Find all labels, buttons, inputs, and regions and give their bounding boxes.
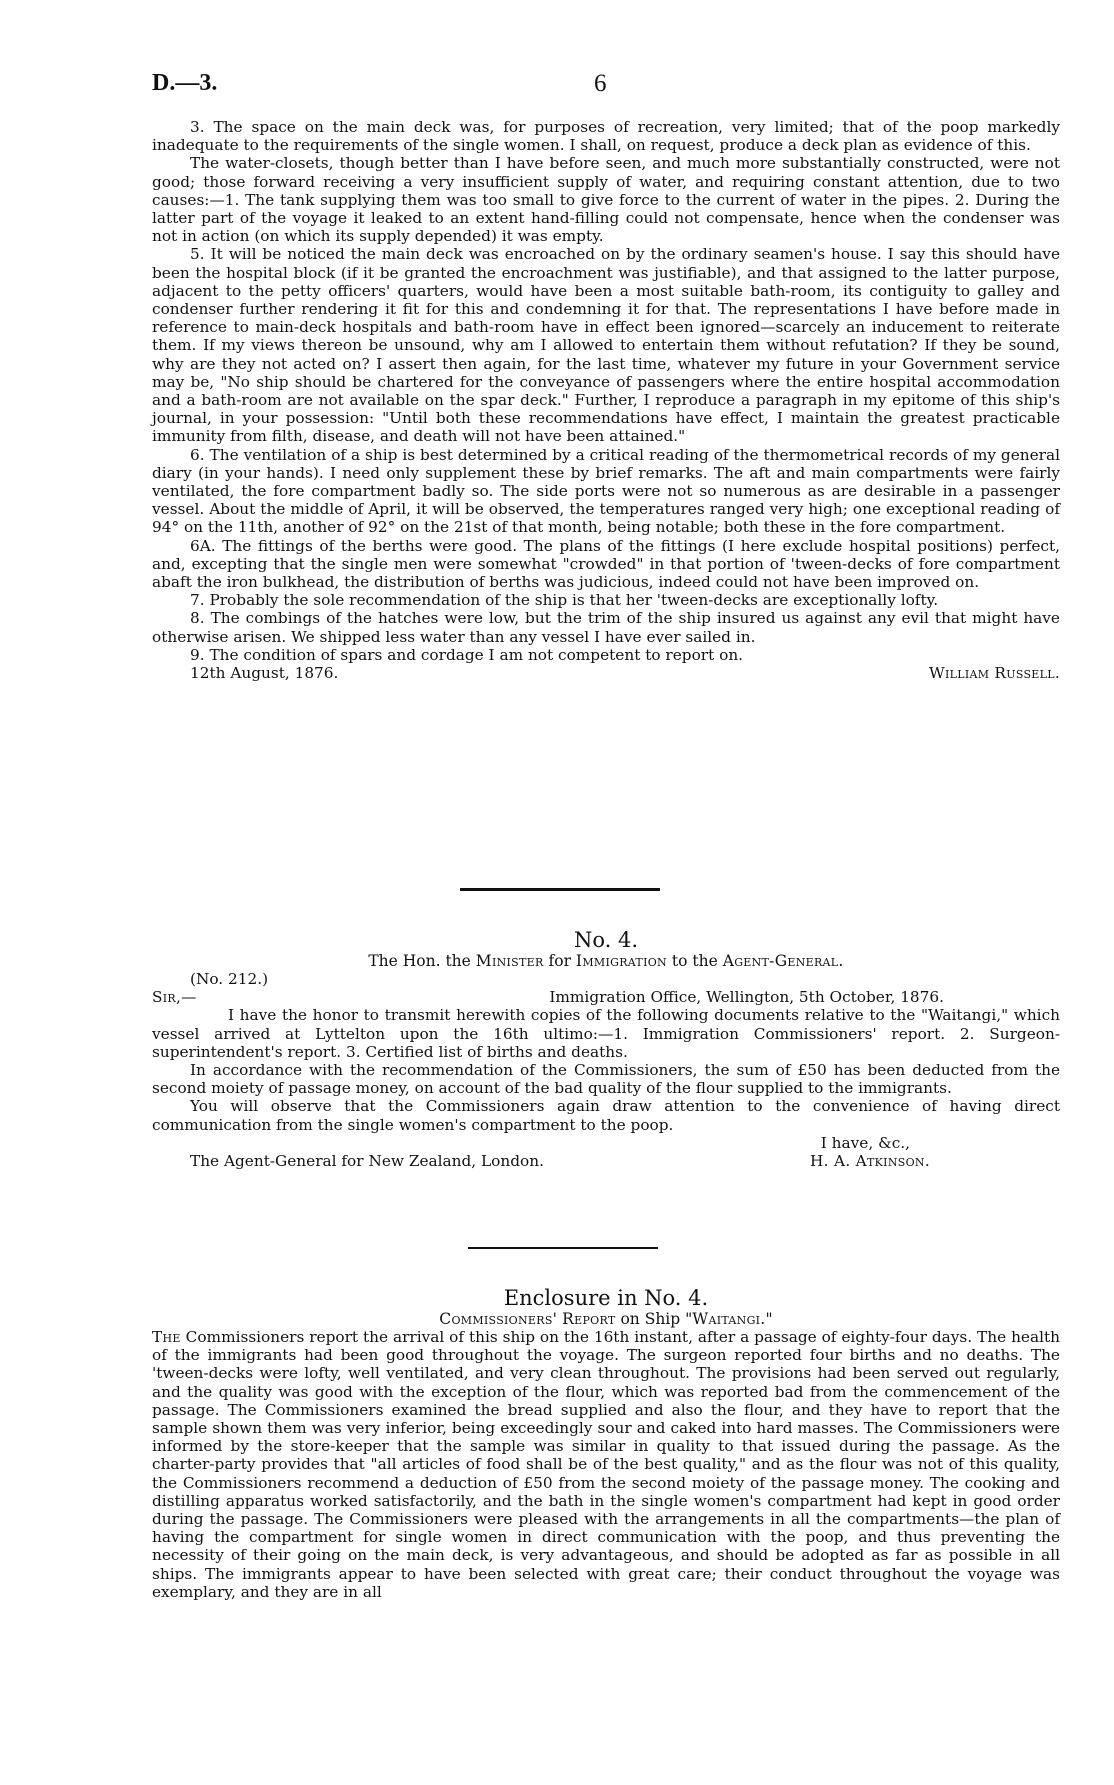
section-divider — [468, 1247, 658, 1249]
paragraph: You will observe that the Commissioners again draw attention to the convenience of having direct communication from the single women's compartment to the poop. — [152, 1097, 1060, 1134]
letter-subheading: The Hon. the Minister for Immigration to the Agent-General. — [368, 952, 844, 970]
paragraph: 7. Probably the sole recommendation of the ship is that her 'tween-decks are exceptionally lofty. — [190, 591, 939, 610]
letter-no-4 — [152, 928, 1060, 1170]
letter-ref-no: (No. 212.) — [190, 970, 269, 988]
addressee-signature-row — [152, 1152, 1060, 1170]
enclosure-section — [152, 1286, 1060, 1601]
enclosure-subheading: Commissioners' Report on Ship "Waitangi." — [439, 1310, 773, 1328]
enclosure-heading: Enclosure in No. 4. — [503, 1286, 709, 1310]
paragraph: The water-closets, though better than I have before seen, and much more substantially constructed, were not good; those forward receiving a very insufficient supply of water, and requiring constant attention, due to two causes:—1. The tank supplying them was too small to give force to the current of water in the pipes. 2. During the latter part of the voyage it leaked to an extent hand-filling could not compensate, hence when the condenser was not in action (on which its supply depended) it was empty. — [152, 154, 1060, 246]
document-reference: D.—3. — [152, 70, 218, 96]
paragraph: 5. It will be noticed the main deck was encroached on by the ordinary seamen's house. I say this should have been the hospital block (if it be granted the encroachment was justifiable), and that assigned to the latter purpose, adjacent to the petty officers' quarters, would have been a most suitable bath-room, its contiguity to galley and condenser further rendering it fit for this and condemning it for that. The representations I have before made in reference to main-deck hospitals and bath-room have in effect been ignored—scarcely an inducement to reiterate them. If my views thereon be unsound, why am I allowed to entertain them without refutation? If they be sound, why are they not acted on? I assert then again, for the last time, whatever my future in your Government service may be, "No ship should be chartered for the conveyance of passengers where the entire hospital accommodation and a bath-room are not available on the spar deck." Further, I reproduce a paragraph in my epitome of this ship's journal, in your possession: "Until both these recommendations have effect, I maintain the greatest practicable immunity from filth, disease, and death will not have been attained." — [152, 245, 1060, 446]
paragraph: I have the honor to transmit herewith copies of the following documents relative to the "Waitangi," which vessel arrived at Lyttelton upon the 16th ultimo:—1. Immigration Commissioners' report. 2. Surgeon-superintendent's report. 3. Certified list of births and deaths. — [152, 1006, 1060, 1061]
paragraph: 3. The space on the main deck was, for purposes of recreation, very limited; that of the poop markedly inadequate to the requirements of the single women. I shall, on request, produce a deck plan as evidence of this. — [152, 118, 1060, 155]
salutation-row — [152, 988, 1060, 1006]
location-date: Immigration Office, Wellington, 5th October, 1876. — [549, 988, 944, 1007]
letter-signature: H. A. Atkinson. — [810, 1152, 930, 1171]
enclosure-body: The Commissioners report the arrival of this ship on the 16th instant, after a passage of eighty-four days. The health of the immigrants had been good throughout the voyage. The surgeon reported four births and no deaths. The 'tween-decks were lofty, well ventilated, and very clean throughout. The provisions had been served out regularly, and the quality was good with the exception of the flour, which was reported bad from the commencement of the passage. The Commissioners examined the bread supplied and also the flour, and they have to report that the sample shown them was very inferior, being exceedingly sour and caked into hard masses. The Commissioners were informed by the store-keeper that the sample was similar in quality to that issued during the passage. As the charter-party provides that "all articles of food shall be of the best quality," and as the flour was not of this quality, the Commissioners recommend a deduction of £50 from the second moiety of the passage money. The cooking and distilling apparatus worked satisfactorily, and the bath in the single women's compartment had kept in good order during the passage. The Commissioners were pleased with the arrangements in all the compartments—the plan of having the compartment for single women in direct communication with the poop, and thus preventing the necessity of their going on the main deck, is very advantageous, and should be adopted as far as possible in all ships. The immigrants appear to have been selected with great care; their conduct throughout the voyage was exemplary, and they are in all — [152, 1328, 1060, 1601]
salutation: Sir,— — [152, 988, 197, 1007]
report-continuation — [152, 118, 1060, 682]
report-signature: William Russell. — [928, 664, 1060, 683]
report-date: 12th August, 1876. — [190, 664, 339, 683]
addressee: The Agent-General for New Zealand, London. — [190, 1152, 544, 1171]
letter-heading: No. 4. — [573, 928, 639, 952]
letter-closing: I have, &c., — [820, 1133, 910, 1152]
paragraph: 6A. The fittings of the berths were good. The plans of the fittings (I here exclude hospital positions) perfect, and, excepting that the single men were somewhat "crowded" in that portion of 'tween-decks of fore compartment abaft the iron bulkhead, the distribution of berths was judicious, indeed could not have been improved on. — [152, 536, 1060, 592]
paragraph: 9. The condition of spars and cordage I am not competent to report on. — [190, 645, 744, 664]
paragraph: 6. The ventilation of a ship is best determined by a critical reading of the thermometrical records of my general diary (in your hands). I need only supplement these by brief remarks. The aft and main compartments were fairly ventilated, the fore compartment badly so. The side ports were not so numerous as are desirable in a passenger vessel. About the middle of April, it will be observed, the temperatures ranged very high; one exceptional reading of 94° on the 11th, another of 92° on the 21st of that month, being notable; both these in the fore compartment. — [152, 445, 1060, 537]
page-number: 6 — [594, 70, 607, 97]
paragraph: In accordance with the recommendation of the Commissioners, the sum of £50 has been deducted from the second moiety of passage money, on account of the bad quality of the flour supplied to the immigrants. — [152, 1061, 1060, 1098]
paragraph: 8. The combings of the hatches were low, but the trim of the ship insured us against any evil that might have otherwise arisen. We shipped less water than any vessel I have ever sailed in. — [152, 609, 1060, 646]
date-signature-row — [152, 664, 1060, 682]
section-divider — [460, 888, 660, 891]
